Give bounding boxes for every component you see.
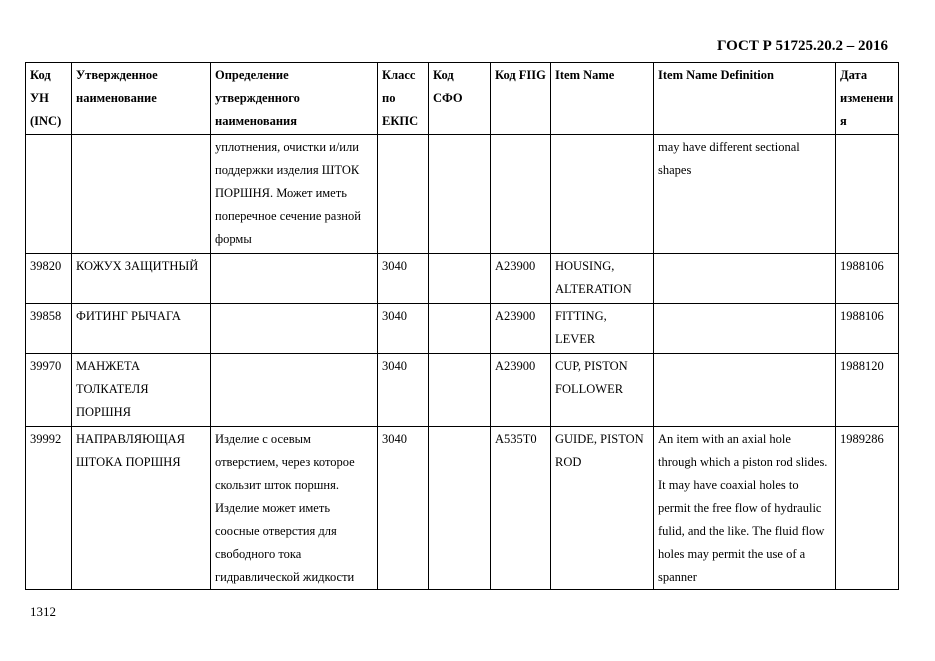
column-header-item-name: Item Name xyxy=(551,63,654,135)
table-row xyxy=(26,354,899,427)
cell-fiig xyxy=(491,135,551,254)
cell-date: 1989286 xyxy=(836,427,899,590)
page-number: 1312 xyxy=(30,604,56,619)
cell-fiig: A535T0 xyxy=(491,427,551,590)
cell-definition-ru xyxy=(211,304,378,354)
cell-fiig: A23900 xyxy=(491,304,551,354)
cell-class: 3040 xyxy=(378,304,429,354)
cell-class: 3040 xyxy=(378,427,429,590)
column-header-date: Дата изменения xyxy=(836,63,899,135)
cell-item-definition: may have different sectional shapes xyxy=(654,135,836,254)
cell-fiig: A23900 xyxy=(491,254,551,304)
cell-inc: 39820 xyxy=(26,254,72,304)
cell-name-ru: ФИТИНГ РЫЧАГА xyxy=(72,304,211,354)
cell-item-name: HOUSING, ALTERATION xyxy=(551,254,654,304)
cell-item-name: CUP, PISTON FOLLOWER xyxy=(551,354,654,427)
cell-date: 1988106 xyxy=(836,254,899,304)
cell-inc: 39970 xyxy=(26,354,72,427)
cell-class: 3040 xyxy=(378,254,429,304)
cell-name-ru: НАПРАВЛЯЮЩАЯ ШТОКА ПОРШНЯ xyxy=(72,427,211,590)
cell-item-definition xyxy=(654,304,836,354)
cell-name-ru: МАНЖЕТА ТОЛКАТЕЛЯ ПОРШНЯ xyxy=(72,354,211,427)
cell-date: 1988106 xyxy=(836,304,899,354)
cell-date: 1988120 xyxy=(836,354,899,427)
cell-definition-ru xyxy=(211,354,378,427)
cell-item-definition: An item with an axial hole through which a piston rod slides. It may have coaxial holes to permit the free flow of hydraulic fulid, and the like. The fluid flow holes may permit the use of a spanner xyxy=(654,427,836,590)
cell-date xyxy=(836,135,899,254)
cell-sfo xyxy=(429,427,491,590)
document-header: ГОСТ Р 51725.20.2 – 2016 xyxy=(716,38,888,54)
column-header-inc: Код УН (INC) xyxy=(26,63,72,135)
column-header-name-ru: Утвержденное наименование xyxy=(72,63,211,135)
cell-definition-ru xyxy=(211,254,378,304)
cell-item-name: FITTING, LEVER xyxy=(551,304,654,354)
table-row xyxy=(26,135,899,254)
cell-definition-ru: уплотнения, очистки и/или поддержки изделия ШТОК ПОРШНЯ. Может иметь поперечное сечение разной формы xyxy=(211,135,378,254)
table-row xyxy=(26,304,899,354)
column-header-definition-ru: Определение утвержденного наименования xyxy=(211,63,378,135)
cell-item-name: GUIDE, PISTON ROD xyxy=(551,427,654,590)
table-row xyxy=(26,254,899,304)
cell-sfo xyxy=(429,135,491,254)
table-header-row xyxy=(26,63,899,135)
cell-inc: 39858 xyxy=(26,304,72,354)
column-header-sfo: Код СФО xyxy=(429,63,491,135)
column-header-class: Класс по ЕКПС xyxy=(378,63,429,135)
table-row xyxy=(26,427,899,590)
cell-class xyxy=(378,135,429,254)
cell-inc: 39992 xyxy=(26,427,72,590)
cell-item-definition xyxy=(654,254,836,304)
column-header-item-definition: Item Name Definition xyxy=(654,63,836,135)
cell-item-name xyxy=(551,135,654,254)
cell-fiig: A23900 xyxy=(491,354,551,427)
cell-name-ru xyxy=(72,135,211,254)
cell-item-definition xyxy=(654,354,836,427)
cell-sfo xyxy=(429,354,491,427)
cell-inc xyxy=(26,135,72,254)
cell-definition-ru: Изделие с осевым отверстием, через которое скользит шток поршня. Изделие может иметь соосные отверстия для свободного тока гидравлической жидкости xyxy=(211,427,378,590)
column-header-fiig: Код FIIG xyxy=(491,63,551,135)
cell-name-ru: КОЖУХ ЗАЩИТНЫЙ xyxy=(72,254,211,304)
catalog-table xyxy=(25,62,899,590)
cell-sfo xyxy=(429,254,491,304)
cell-class: 3040 xyxy=(378,354,429,427)
cell-sfo xyxy=(429,304,491,354)
